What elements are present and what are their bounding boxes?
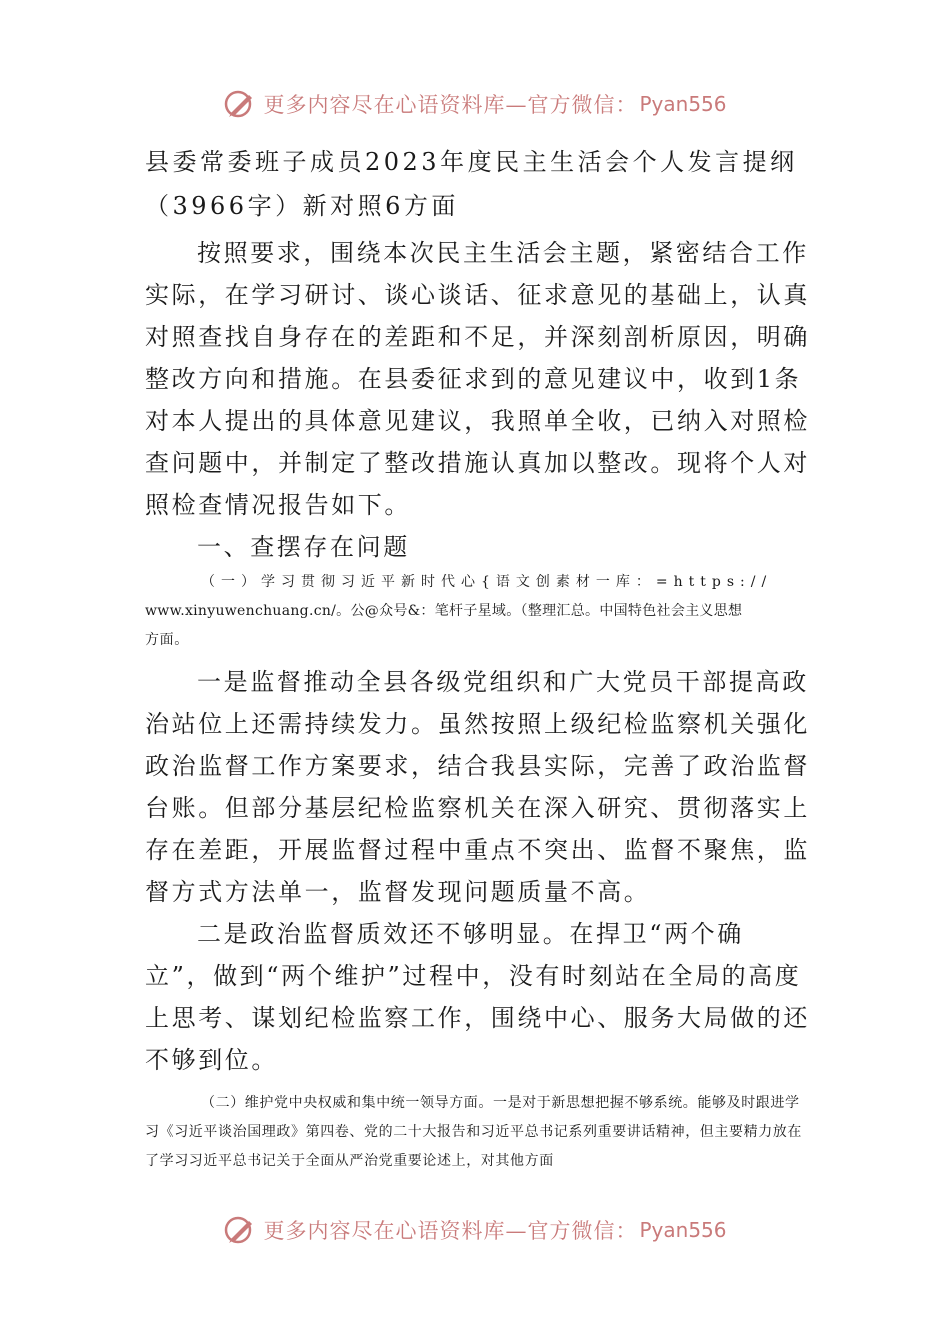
section-heading-1: 一、查摆存在问题: [197, 533, 410, 561]
watermark-wechat-id: Pyan556: [639, 92, 727, 116]
point-1-paragraph: 一是监督推动全县各级党组织和广大党员干部提高政治站位上还需持续发力。虽然按照上级纪检监察机关强化政治监督工作方案要求，结合我县实际，完善了政治监督台账。但部分基层纪检监察机关在深入研究、贯彻落实上存在差距，开展监督过程中重点不突出、监督不聚焦，监督方式方法单一，监督发现问题质量不高。: [145, 668, 810, 906]
watermark-text: 更多内容尽在心语资料库—官方微信：: [263, 93, 638, 117]
document-body: [145, 140, 810, 1176]
watermark-footer: [0, 1210, 950, 1250]
intro-paragraph: 按照要求，围绕本次民主生活会主题，紧密结合工作实际，在学习研讨、谈心谈话、征求意见的基础上，认真对照查找自身存在的差距和不足，并深刻剖析原因，明确整改方向和措施。在县委征求到的意见建议中，收到1条对本人提出的具体意见建议，我照单全收，已纳入对照检查问题中，并制定了整改措施认真加以整改。现将个人对照检查情况报告如下。: [145, 239, 810, 519]
document-title-line2: （3966字）新对照6方面: [145, 192, 459, 220]
pen-logo-icon: [223, 87, 257, 121]
pen-logo-icon: [223, 1213, 257, 1247]
subsection-1-line3: 方面。: [145, 632, 189, 648]
watermark-wechat-id: Pyan556: [639, 1218, 727, 1242]
watermark-text: 更多内容尽在心语资料库—官方微信：: [263, 1219, 638, 1243]
subsection-2-paragraph: （二）维护党中央权威和集中统一领导方面。一是对于新思想把握不够系统。能够及时跟进学习《习近平谈治国理政》第四卷、党的二十大报告和习近平总书记系列重要讲话精神，但主要精力放在了学习习近平总书记关于全面从严治党重要论述上，对其他方面: [145, 1095, 802, 1169]
subsection-1-line1: （一）学习贯彻习近平新时代心{语文创素材一库：=https://: [201, 574, 773, 590]
subsection-1-line2: www.xinyuwenchuang.cn/。公@众号&：笔杆子星域。（整理汇总。中国特色社会主义思想: [145, 603, 743, 619]
watermark-header: [0, 84, 950, 124]
point-2-paragraph: 二是政治监督质效还不够明显。在捍卫“两个确立”，做到“两个维护”过程中，没有时刻站在全局的高度上思考、谋划纪检监察工作，围绕中心、服务大局做的还不够到位。: [145, 920, 810, 1074]
document-title-line1: 县委常委班子成员2023年度民主生活会个人发言提纲: [145, 148, 798, 176]
